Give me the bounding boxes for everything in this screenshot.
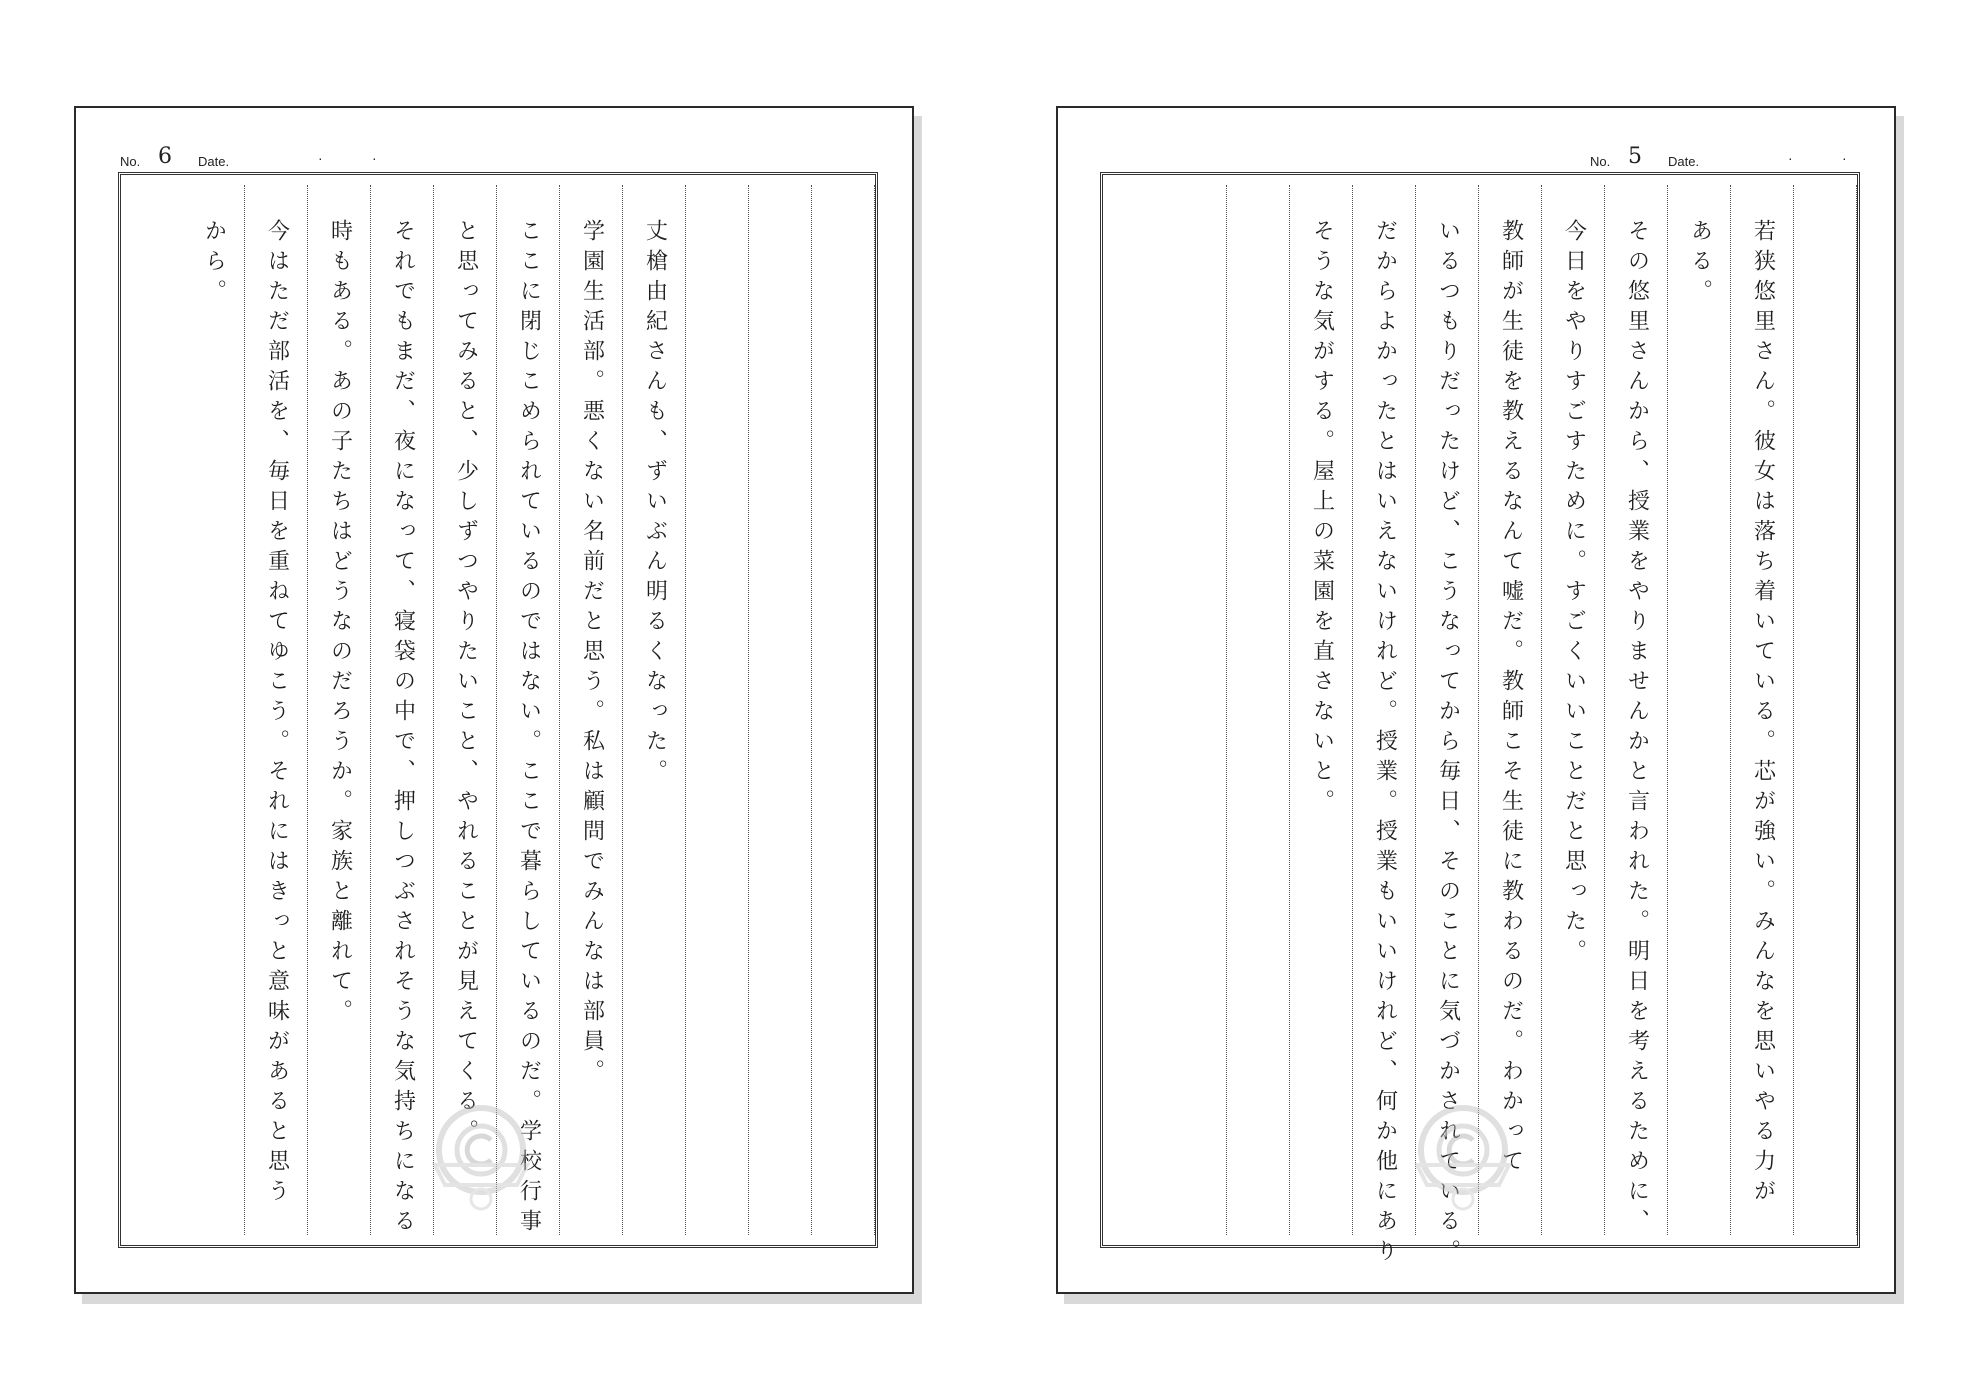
column-rule [1541, 185, 1542, 1235]
manuscript-column [245, 175, 308, 1245]
manuscript-column [686, 175, 749, 1245]
column-rule [496, 185, 497, 1235]
column-rule [1856, 185, 1857, 1235]
manuscript-column [1605, 175, 1668, 1245]
date-label: Date. [1668, 154, 1700, 169]
text-line: そうな気がする。屋上の菜園を直さないと。 [1309, 219, 1335, 819]
manuscript-column [497, 175, 560, 1245]
manuscript-column [749, 175, 812, 1245]
manuscript-column [623, 175, 686, 1245]
notebook-page-5 [1056, 106, 1896, 1294]
text-line: ここに閉じこめられているのではない。ここで暮らしているのだ。学校行事 [516, 219, 542, 1239]
manuscript-column [182, 175, 245, 1245]
page-number: 5 [1628, 144, 1642, 169]
manuscript-column [1227, 175, 1290, 1245]
date-separator: · [372, 150, 377, 166]
manuscript-column [1290, 175, 1353, 1245]
column-rule [685, 185, 686, 1235]
text-line: いるつもりだったけど、こうなってから毎日、そのことに気づかされている。 [1435, 219, 1461, 1269]
page-number: 6 [158, 144, 172, 169]
manuscript-column [1353, 175, 1416, 1269]
manuscript-frame [1100, 172, 1860, 1269]
manuscript-column [371, 175, 434, 1245]
text-line: だからよかったとはいえないけれど。授業。授業もいいけれど、何か他にあり [1372, 219, 1398, 1269]
text-line: 若狭悠里さん。彼女は落ち着いている。芯が強い。みんなを思いやる力が [1750, 219, 1776, 1209]
manuscript-column [121, 175, 182, 1245]
manuscript-column [1731, 175, 1794, 1245]
manuscript-column [1416, 175, 1479, 1269]
page-header [1590, 140, 1870, 176]
column-rule [811, 185, 812, 1235]
text-line: 時もある。あの子たちはどうなのだろうか。家族と離れて。 [327, 219, 353, 1029]
date-separator: · [318, 150, 323, 166]
column-rule [433, 185, 434, 1235]
column-rule [1604, 185, 1605, 1235]
notebook-page-6 [74, 106, 914, 1294]
column-rule [244, 185, 245, 1235]
text-line: それでもまだ、夜になって、寝袋の中で、押しつぶされそうな気持ちになる [390, 219, 416, 1239]
text-line: 学園生活部。悪くない名前だと思う。私は顧問でみんなは部員。 [579, 219, 605, 1089]
column-rule [874, 185, 875, 1235]
manuscript-column [1668, 175, 1731, 1245]
text-line: から。 [201, 219, 227, 309]
column-rule [1415, 185, 1416, 1235]
manuscript-column [1479, 175, 1542, 1245]
no-label: No. [1590, 154, 1611, 169]
manuscript-column [1103, 175, 1164, 1245]
school-emblem-watermark [1403, 1095, 1523, 1215]
manuscript-column [308, 175, 371, 1245]
text-line: その悠里さんから、授業をやりませんかと言われた。明日を考えるために、 [1624, 219, 1650, 1239]
column-rule [307, 185, 308, 1235]
no-label: No. [120, 154, 141, 169]
page-header [120, 140, 400, 176]
manuscript-column [1164, 175, 1227, 1245]
text-line: ある。 [1687, 219, 1713, 309]
column-rule [1730, 185, 1731, 1235]
manuscript-column [1542, 175, 1605, 1245]
text-line: 今日をやりすごすために。すごくいいことだと思った。 [1561, 219, 1587, 969]
text-line: 丈槍由紀さんも、ずいぶん明るくなった。 [642, 219, 668, 789]
manuscript-column [434, 175, 497, 1245]
date-label: Date. [198, 154, 230, 169]
text-line: と思ってみると、少しずつやりたいこと、やれることが見えてくる。 [453, 219, 479, 1149]
column-rule [559, 185, 560, 1235]
text-line: 教師が生徒を教えるなんて嘘だ。教師こそ生徒に教わるのだ。わかって [1498, 219, 1524, 1179]
date-separator: · [1842, 150, 1847, 166]
manuscript-column [560, 175, 623, 1245]
manuscript-frame [118, 172, 878, 1248]
school-emblem-watermark [421, 1095, 541, 1215]
column-rule [1667, 185, 1668, 1235]
column-rule [622, 185, 623, 1235]
column-rule [370, 185, 371, 1235]
column-rule [1793, 185, 1794, 1235]
column-rule [1352, 185, 1353, 1235]
manuscript-column [1794, 175, 1857, 1245]
text-line: 今はただ部活を、毎日を重ねてゆこう。それにはきっと意味があると思う [264, 219, 290, 1209]
date-separator: · [1788, 150, 1793, 166]
column-rule [748, 185, 749, 1235]
column-rule [1226, 185, 1227, 1235]
column-rule [1289, 185, 1290, 1235]
manuscript-column [812, 175, 875, 1245]
column-rule [1478, 185, 1479, 1235]
